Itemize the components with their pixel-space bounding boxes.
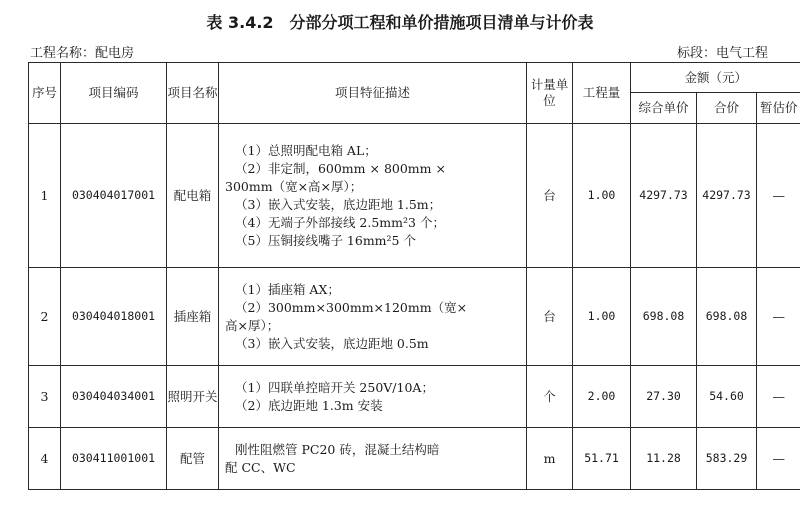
header-name: 项目名称 bbox=[167, 63, 219, 124]
pricing-table bbox=[28, 62, 800, 490]
table-row bbox=[29, 428, 800, 490]
table-row bbox=[29, 124, 800, 268]
desc-line: （2）非定制，600mm × 800mm × bbox=[235, 160, 446, 176]
row-code: 030404018001 bbox=[61, 268, 167, 366]
table-title: 表 3.4.2 分部分项工程和单价措施项目清单与计价表 bbox=[206, 13, 594, 32]
row-unit-price: 4297.73 bbox=[631, 124, 697, 268]
row-est: — bbox=[757, 366, 800, 428]
row-name: 配管 bbox=[167, 428, 219, 490]
desc-line: （2）底边距地 1.3m 安装 bbox=[235, 397, 383, 413]
row-unit-price: 11.28 bbox=[631, 428, 697, 490]
row-desc bbox=[219, 428, 527, 490]
row-code: 030404017001 bbox=[61, 124, 167, 268]
row-unit-price: 27.30 bbox=[631, 366, 697, 428]
desc-line: （1）插座箱 AX； bbox=[235, 281, 340, 297]
desc-line: （1）四联单控暗开关 250V/10A； bbox=[235, 379, 434, 395]
header-code: 项目编码 bbox=[61, 63, 167, 124]
desc-line: 刚性阻燃管 PC20 砖，混凝土结构暗 bbox=[235, 441, 440, 457]
row-total: 583.29 bbox=[697, 428, 757, 490]
row-desc bbox=[219, 268, 527, 366]
row-est: — bbox=[757, 124, 800, 268]
section-name: 标段：电气工程 bbox=[676, 46, 768, 61]
row-unit: 个 bbox=[527, 366, 573, 428]
row-desc bbox=[219, 366, 527, 428]
row-total: 698.08 bbox=[697, 268, 757, 366]
desc-line: （3）嵌入式安装，底边距地 1.5m； bbox=[235, 196, 442, 212]
row-seq: 3 bbox=[29, 366, 61, 428]
header-amount: 金额（元） bbox=[631, 63, 800, 93]
table-row bbox=[29, 268, 800, 366]
row-total: 4297.73 bbox=[697, 124, 757, 268]
desc-line: 配 CC、WC bbox=[225, 459, 296, 475]
row-total: 54.60 bbox=[697, 366, 757, 428]
desc-line: （2）300mm×300mm×120mm（宽× bbox=[235, 299, 468, 315]
desc-line: 300mm（宽×高×厚）； bbox=[225, 178, 363, 194]
row-unit: 台 bbox=[527, 124, 573, 268]
row-qty: 1.00 bbox=[573, 268, 631, 366]
row-desc bbox=[219, 124, 527, 268]
row-name: 照明开关 bbox=[167, 366, 219, 428]
row-qty: 2.00 bbox=[573, 366, 631, 428]
header-row-1 bbox=[29, 63, 800, 93]
row-seq: 1 bbox=[29, 124, 61, 268]
desc-line: （1）总照明配电箱 AL； bbox=[235, 142, 377, 158]
header-est: 暂估价 bbox=[757, 93, 800, 124]
project-name: 工程名称：配电房 bbox=[30, 46, 135, 61]
desc-line: （5）压铜接线嘴子 16mm²5 个 bbox=[235, 232, 416, 248]
header-qty: 工程量 bbox=[573, 63, 631, 124]
header-desc: 项目特征描述 bbox=[219, 63, 527, 124]
header-seq: 序号 bbox=[29, 63, 61, 124]
row-unit: 台 bbox=[527, 268, 573, 366]
desc-line: （3）嵌入式安装，底边距地 0.5m bbox=[235, 335, 429, 351]
header-total: 合价 bbox=[697, 93, 757, 124]
desc-line: 高×厚）； bbox=[225, 317, 280, 333]
row-seq: 2 bbox=[29, 268, 61, 366]
row-seq: 4 bbox=[29, 428, 61, 490]
row-est: — bbox=[757, 428, 800, 490]
header-unit-price: 综合单价 bbox=[631, 93, 697, 124]
row-unit: m bbox=[527, 428, 573, 490]
row-name: 配电箱 bbox=[167, 124, 219, 268]
row-name: 插座箱 bbox=[167, 268, 219, 366]
row-code: 030411001001 bbox=[61, 428, 167, 490]
row-unit-price: 698.08 bbox=[631, 268, 697, 366]
table-row bbox=[29, 366, 800, 428]
header-unit: 计量单位 bbox=[527, 63, 573, 124]
desc-line: （4）无端子外部接线 2.5mm²3 个； bbox=[235, 214, 445, 230]
row-qty: 1.00 bbox=[573, 124, 631, 268]
row-qty: 51.71 bbox=[573, 428, 631, 490]
row-code: 030404034001 bbox=[61, 366, 167, 428]
row-est: — bbox=[757, 268, 800, 366]
